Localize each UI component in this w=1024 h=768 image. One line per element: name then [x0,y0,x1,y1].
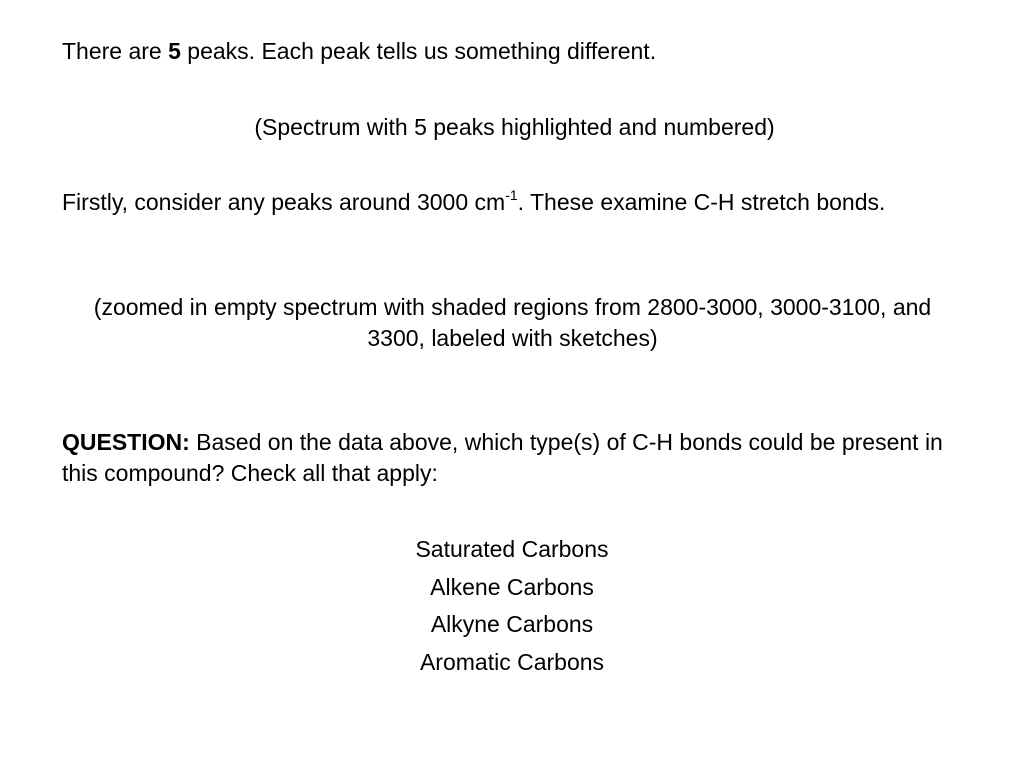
firstly-text-after: . These examine C-H stretch bonds. [517,189,886,215]
option-aromatic-carbons[interactable]: Aromatic Carbons [419,648,605,675]
answer-options [62,531,962,681]
option-alkyne-carbons[interactable]: Alkyne Carbons [430,611,594,637]
zoomed-spectrum-placeholder: (zoomed in empty spectrum with shaded regions from 2800-3000, 3000-3100, and 3300, labeled with sketches) [93,294,932,351]
intro-suffix: peaks. Each peak tells us something different. [180,38,657,64]
option-saturated-carbons[interactable]: Saturated Carbons [415,536,609,562]
question-paragraph [62,427,972,489]
question-label: QUESTION: [62,429,190,455]
firstly-text-before: Firstly, consider any peaks around 3000 cm [62,189,506,215]
firstly-paragraph [62,187,892,218]
intro-prefix: There are [62,38,169,64]
spectrum-placeholder: (Spectrum with 5 peaks highlighted and numbered) [254,114,775,140]
wavenumber-exponent: -1 [505,187,518,204]
question-text: Based on the data above, which type(s) of C-H bonds could be present in this compound? Check all that apply: [62,429,943,486]
intro-paragraph [62,36,967,67]
peak-count: 5 [168,38,181,64]
option-alkene-carbons[interactable]: Alkene Carbons [430,573,594,600]
